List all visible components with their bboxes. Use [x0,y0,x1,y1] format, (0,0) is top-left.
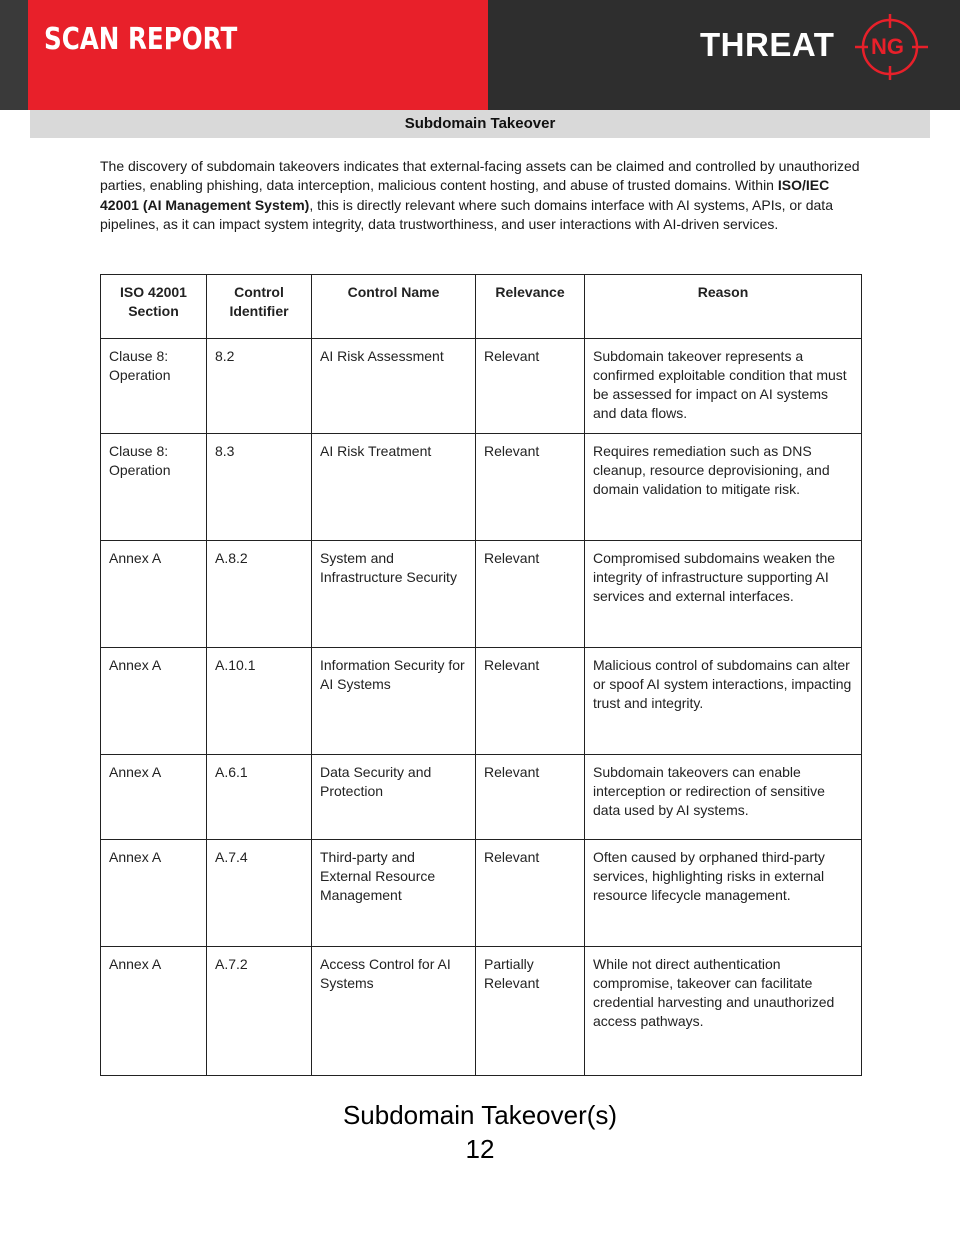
cell-relevance: Relevant [476,755,585,840]
cell-relevance: Relevant [476,840,585,947]
cell-reason: Compromised subdomains weaken the integrity of infrastructure supporting AI services and external interfaces. [585,541,862,648]
cell-section: Annex A [101,840,207,947]
cell-section: Annex A [101,648,207,755]
cell-control-id: A.10.1 [207,648,312,755]
cell-section: Clause 8: Operation [101,339,207,434]
header-left-strip [0,0,28,110]
cell-control-name: AI Risk Assessment [312,339,476,434]
logo-text: THREAT [700,26,835,63]
section-title-bar [30,110,930,138]
cell-control-id: 8.3 [207,434,312,541]
header-control-identifier: Control Identifier [207,275,312,339]
cell-control-name: System and Infrastructure Security [312,541,476,648]
cell-reason: Requires remediation such as DNS cleanup, resource deprovisioning, and domain validation to mitigate risk. [585,434,862,541]
cell-reason: Often caused by orphaned third-party services, highlighting risks in external resource lifecycle management. [585,840,862,947]
table-row [101,541,862,648]
table-row [101,755,862,840]
cell-reason: Subdomain takeovers can enable interception or redirection of sensitive data used by AI systems. [585,755,862,840]
header-reason: Reason [585,275,862,339]
cell-control-name: Information Security for AI Systems [312,648,476,755]
header-section: ISO 42001 Section [101,275,207,339]
table-row [101,339,862,434]
cell-relevance: Partially Relevant [476,947,585,1076]
cell-control-id: A.7.4 [207,840,312,947]
header-control-name: Control Name [312,275,476,339]
header-banner [0,0,960,110]
threatng-logo [700,14,940,84]
logo-suffix: NG [871,34,904,59]
table-row [101,434,862,541]
cell-relevance: Relevant [476,648,585,755]
cell-relevance: Relevant [476,541,585,648]
cell-control-name: Access Control for AI Systems [312,947,476,1076]
intro-text-2: , this is directly relevant where such domains interface with AI systems, APIs, or data pipelines, as it can impact system integrity, data trustworthiness, and user interactions with AI-driven services. [100,196,833,233]
intro-text-1: The discovery of subdomain takeovers indicates that external-facing assets can be claimed and controlled by unauthorized parties, enabling phishing, data interception, malicious content hosting, and abuse of trusted domains. Within [100,158,860,194]
controls-table [100,274,862,1076]
cell-control-name: AI Risk Treatment [312,434,476,541]
cell-reason: Subdomain takeover represents a confirmed exploitable condition that must be assessed for impact on AI systems and data flows. [585,339,862,434]
footer-title: Subdomain Takeover(s) [342,1100,618,1130]
cell-control-name: Third-party and External Resource Management [312,840,476,947]
intro-bold: ISO/IEC 42001 (AI Management System) [100,177,830,213]
cell-reason: Malicious control of subdomains can alter or spoof AI system interactions, impacting trust and integrity. [585,648,862,755]
page-number: 12 [465,1134,495,1164]
table-header-row [101,275,862,339]
cell-section: Annex A [101,755,207,840]
report-title: SCAN REPORT [44,22,238,57]
cell-relevance: Relevant [476,434,585,541]
table-row [101,947,862,1076]
cell-control-id: A.8.2 [207,541,312,648]
table-row [101,840,862,947]
cell-section: Annex A [101,947,207,1076]
section-title: Subdomain Takeover [404,115,556,132]
cell-section: Clause 8: Operation [101,434,207,541]
cell-relevance: Relevant [476,339,585,434]
cell-reason: While not direct authentication compromise, takeover can facilitate credential harvesting and unauthorized access pathways. [585,947,862,1076]
cell-control-id: 8.2 [207,339,312,434]
intro-paragraph [100,157,860,235]
header-relevance: Relevance [476,275,585,339]
cell-control-id: A.7.2 [207,947,312,1076]
cell-control-id: A.6.1 [207,755,312,840]
cell-control-name: Data Security and Protection [312,755,476,840]
table-row [101,648,862,755]
cell-section: Annex A [101,541,207,648]
